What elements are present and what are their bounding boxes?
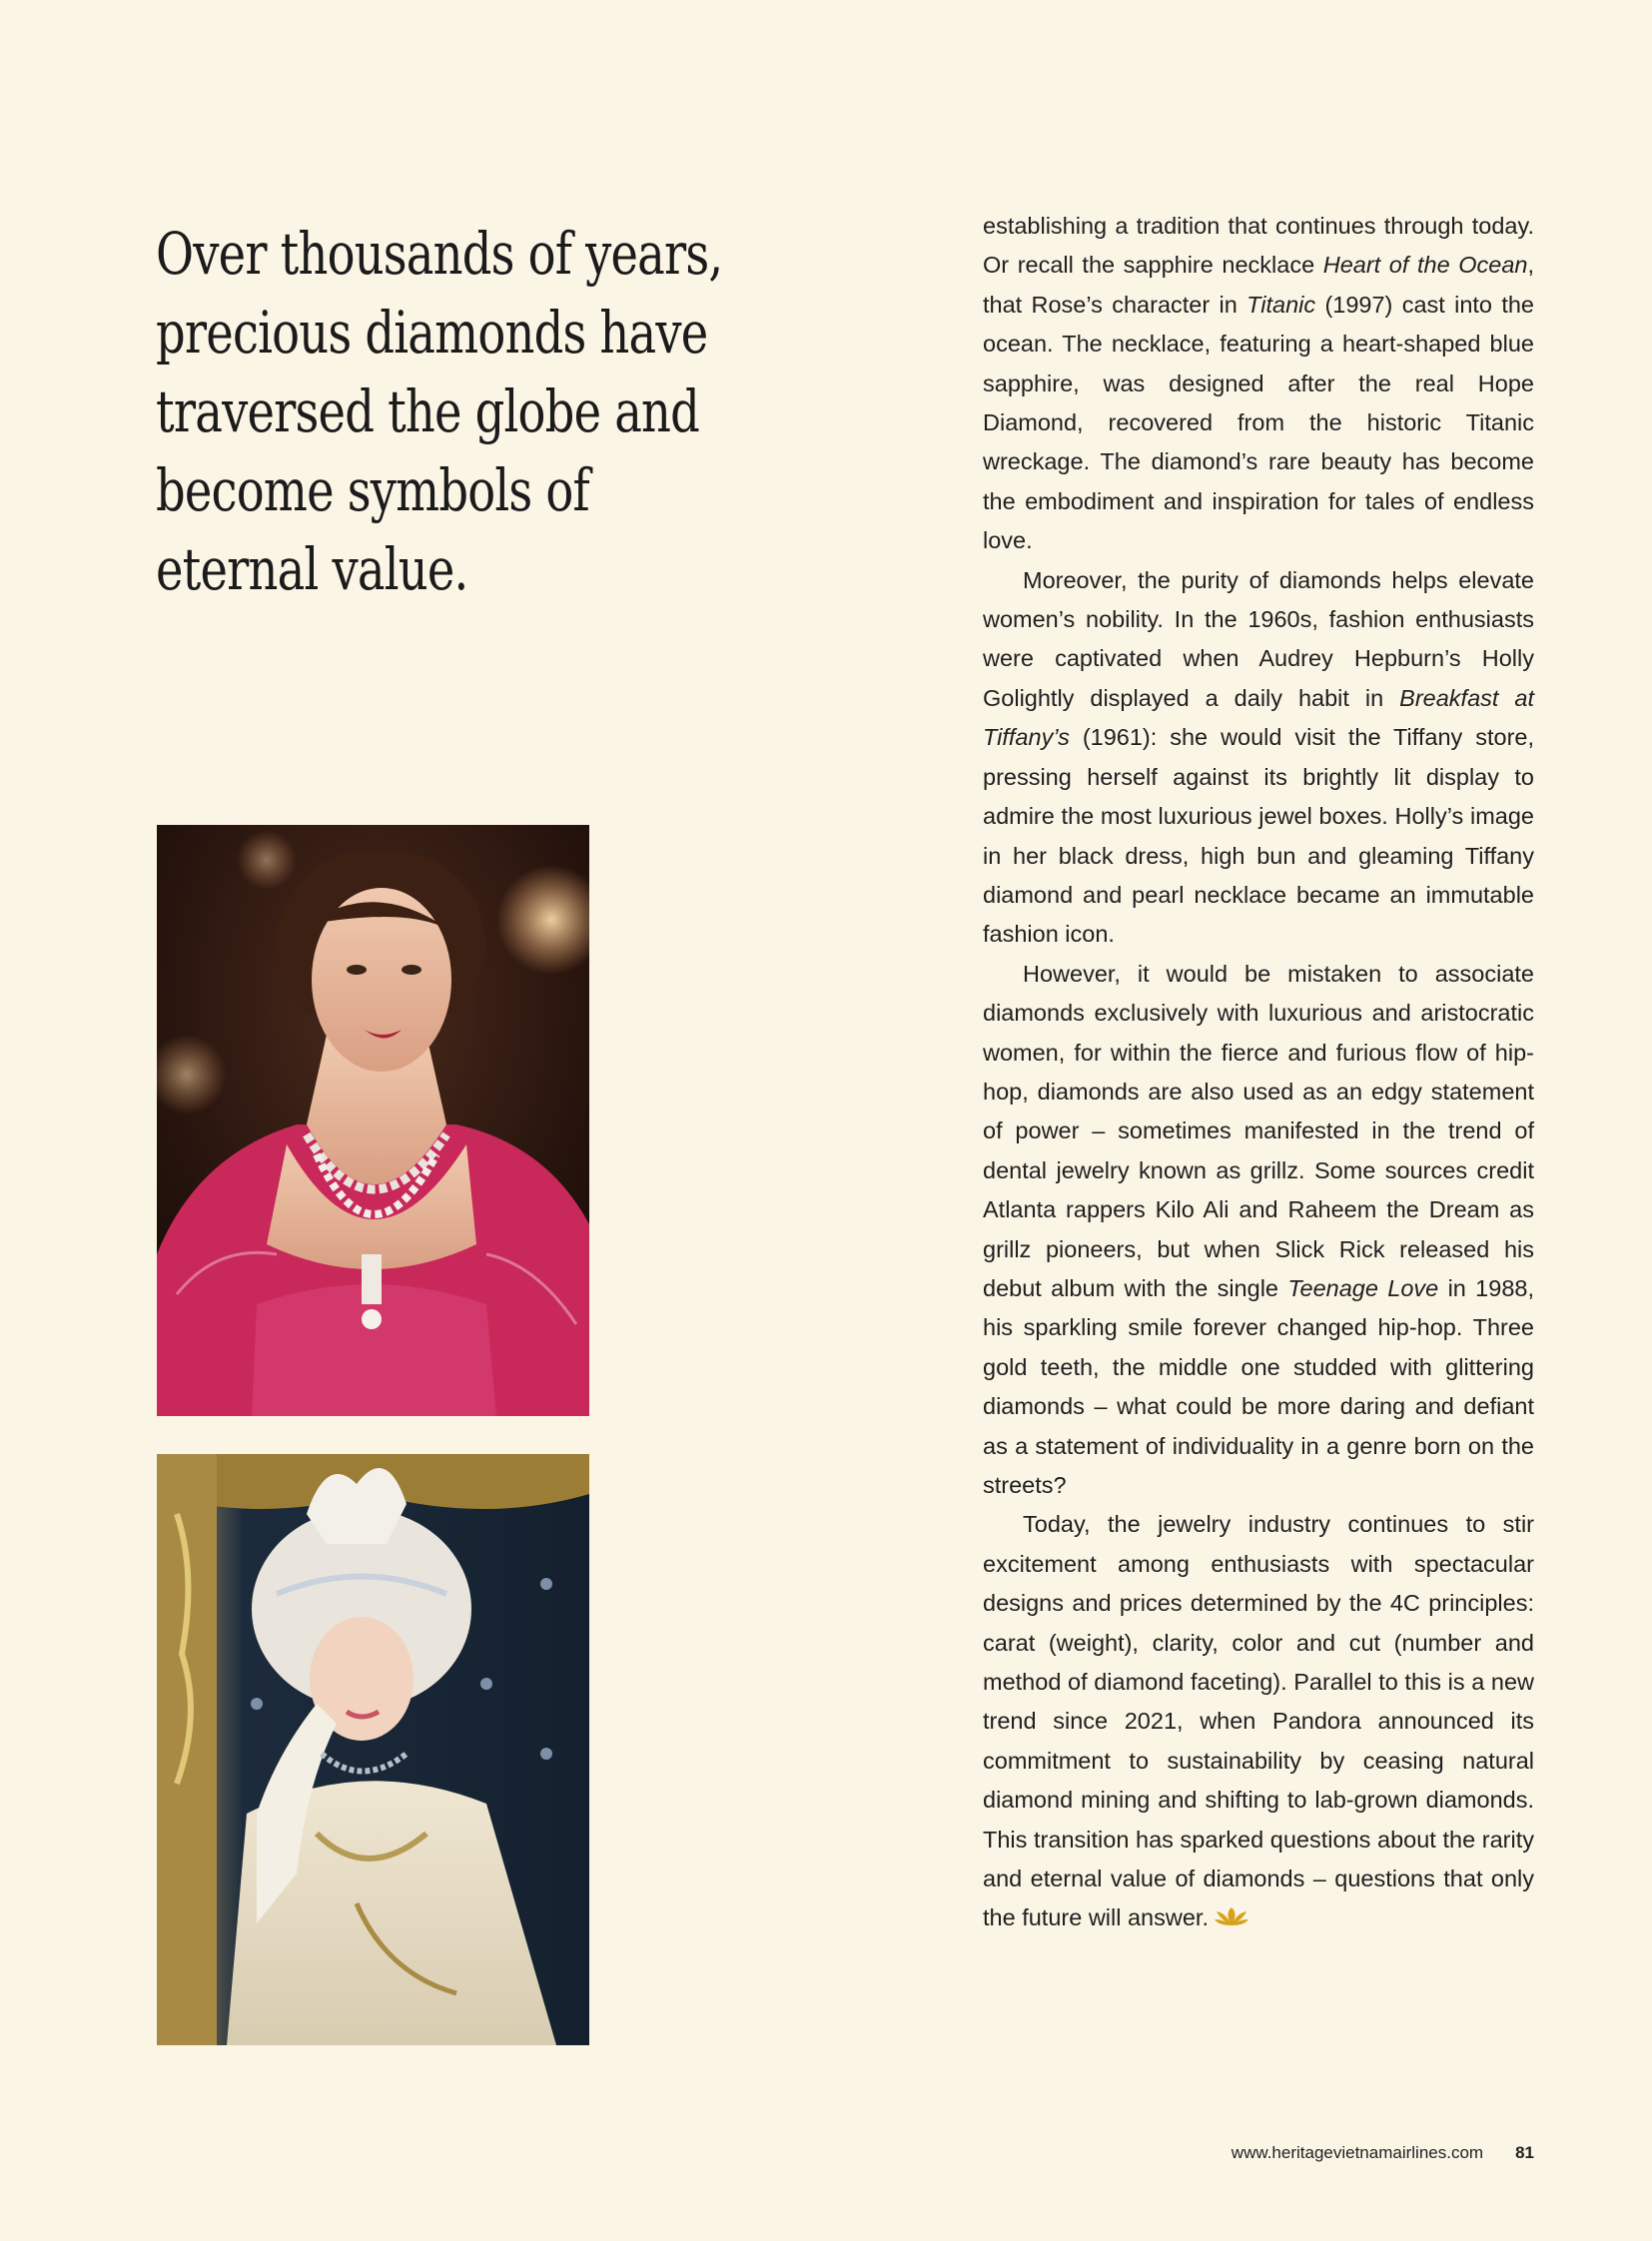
italic-title-breakfast-at-tiffanys: Breakfast at Tiffany’s [983, 684, 1534, 751]
text-run: Today, the jewelry industry continues to stir excitement among enthusiasts with spectacular designs and prices determined by the 4C principles: carat (weight), clarity, color and cut (number and method of diamond faceting). Parallel to this is a new trend since 2021, when Pandora announced its commitment to sustainability by ceasing natural diamond mining and shifting to lab-grown diamonds. This transition has sparked questions about the rarity and eternal value of diamonds – questions that only the future will answer. [983, 1511, 1534, 1931]
text-run: in 1988, his sparkling smile forever changed hip-hop. Three gold teeth, the middle one studded with glittering diamonds – what could be more daring and defiant as a statement of individuality in a genre born on the streets? [983, 1274, 1534, 1498]
photo-woman-diamond-necklace-image [157, 825, 589, 1416]
italic-title-heart-of-the-ocean: Heart of the Ocean [1322, 252, 1528, 279]
italic-title-titanic: Titanic [1246, 291, 1316, 318]
footer-url: www.heritagevietnamairlines.com [1231, 2143, 1484, 2162]
article-paragraph-4 [983, 1505, 1534, 1937]
article-body [983, 207, 1534, 1938]
photo-woman-white-gown-image [157, 1454, 589, 2045]
lotus-icon-shape [1215, 1907, 1248, 1925]
text-run: (1961): she would visit the Tiffany store, pressing herself against its brightly lit display to admire the most luxurious jewel boxes. Holly’s image in her black dress, high bun and gleaming Tiffany diamond and pearl necklace became an immutable fashion icon. [983, 724, 1534, 948]
article-paragraph-1 [983, 207, 1534, 561]
text-run: establishing a tradition that continues through today. Or recall the sapphire necklace [983, 213, 1534, 279]
photo-woman-white-gown [157, 1454, 589, 2045]
text-run: However, it would be mistaken to associate diamonds exclusively with luxurious and aristocratic women, for within the fierce and furious flow of hip-hop, diamonds are also used as an edgy statement of power – sometimes manifested in the trend of dental jewelry known as grillz. Some sources credit Atlanta rappers Kilo Ali and Raheem the Dream as grillz pioneers, but when Slick Rick released his debut album with the single [983, 960, 1534, 1301]
text-run: , that Rose’s character in [983, 252, 1535, 318]
text-run: Moreover, the purity of diamonds helps elevate women’s nobility. In the 1960s, fashion enthusiasts were captivated when Audrey Hepburn’s Holly Golightly displayed a daily habit in [983, 566, 1534, 711]
pull-quote: Over thousands of years, precious diamonds have traversed the globe and become symbols of eternal value. [156, 220, 723, 603]
italic-title-teenage-love: Teenage Love [1287, 1274, 1439, 1301]
lotus-icon [1215, 1907, 1248, 1927]
page-number: 81 [1515, 2143, 1534, 2162]
article-paragraph-3 [983, 955, 1534, 1506]
article-paragraph-2 [983, 561, 1534, 955]
photo-woman-diamond-necklace [157, 825, 589, 1416]
text-run: (1997) cast into the ocean. The necklace, featuring a heart-shaped blue sapphire, was designed after the real Hope Diamond, recovered from the historic Titanic wreckage. The diamond’s rare beauty has become the embodiment and inspiration for tales of endless love. [983, 291, 1534, 554]
page-footer [1232, 2143, 1534, 2163]
